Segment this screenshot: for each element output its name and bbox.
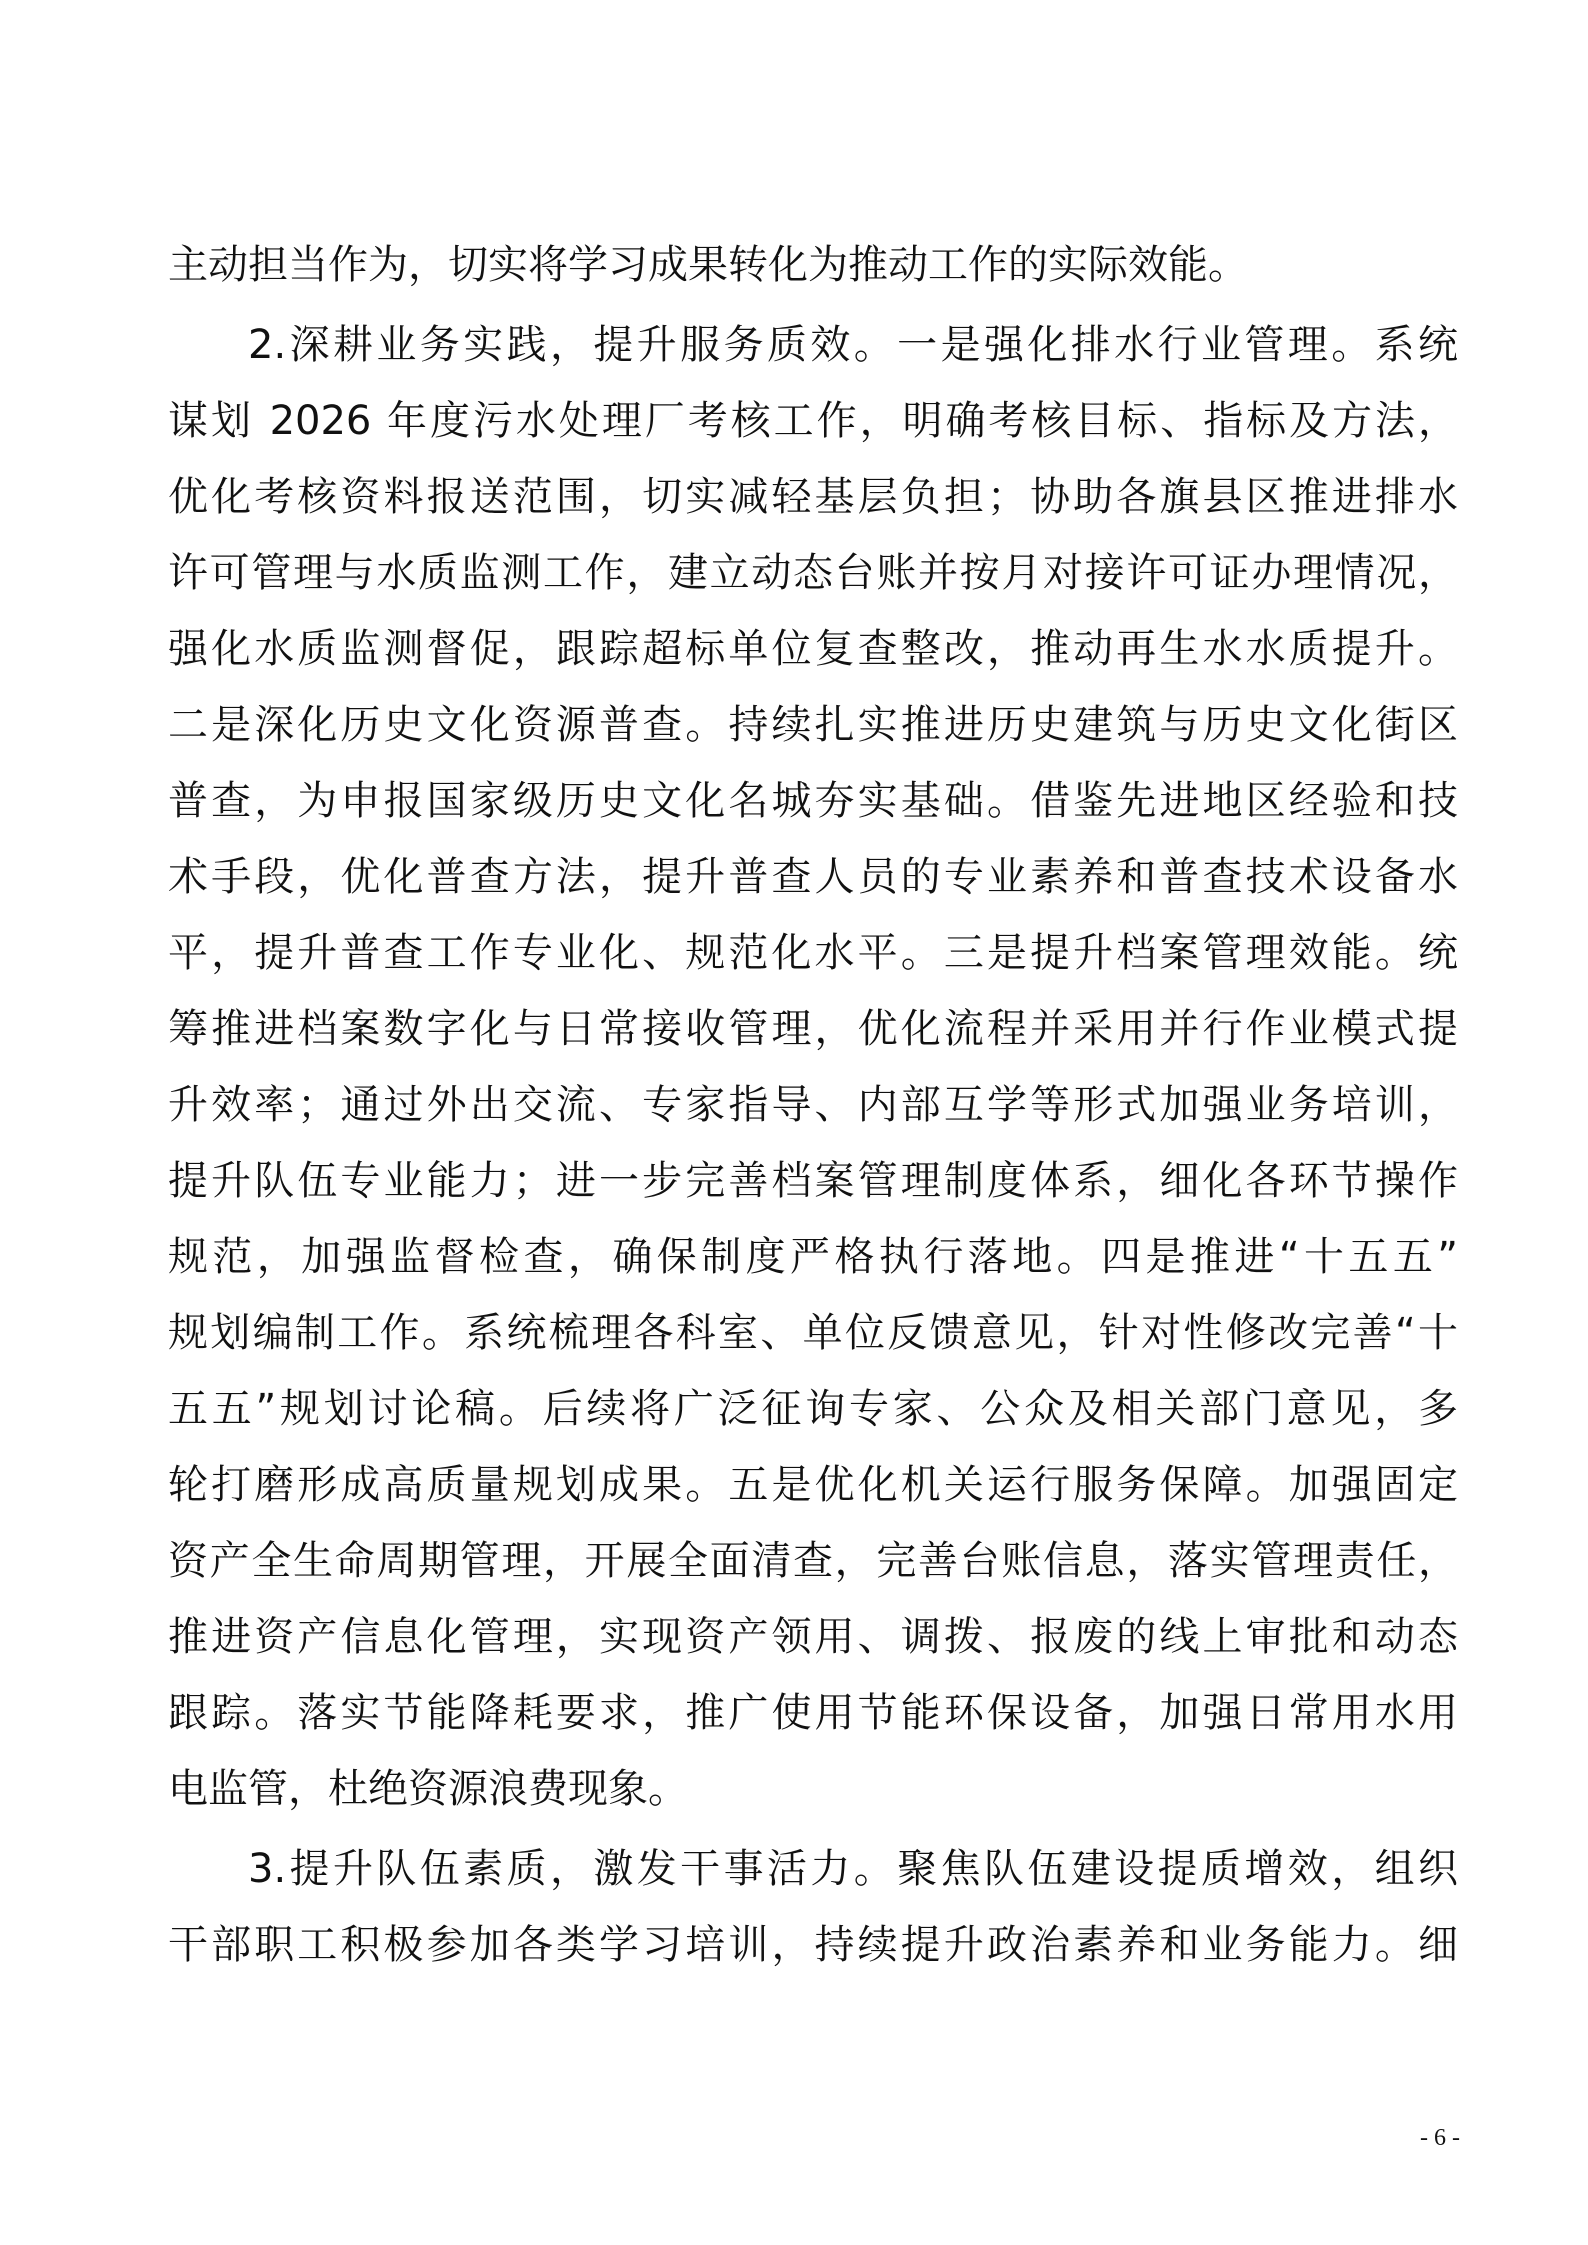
body-text-line: 跟踪。落实节能降耗要求，推广使用节能环保设备，加强日常用水用 [168, 1690, 1458, 1736]
body-text-line: 优化考核资料报送范围，切实减轻基层负担；协助各旗县区推进排水 [168, 474, 1458, 520]
body-text-line: 许可管理与水质监测工作，建立动态台账并按月对接许可证办理情况， [168, 550, 1458, 596]
body-text-line: 电监管，杜绝资源浪费现象。 [168, 1766, 688, 1812]
body-text-line: 规划编制工作。系统梳理各科室、单位反馈意见，针对性修改完善“十 [168, 1310, 1458, 1356]
body-text-line: 资产全生命周期管理，开展全面清查，完善台账信息，落实管理责任， [168, 1538, 1458, 1584]
body-text-line: 干部职工积极参加各类学习培训，持续提升政治素养和业务能力。细 [168, 1922, 1458, 1968]
body-text-line: 推进资产信息化管理，实现资产领用、调拨、报废的线上审批和动态 [168, 1614, 1458, 1660]
body-text-line: 平，提升普查工作专业化、规范化水平。三是提升档案管理效能。统 [168, 930, 1458, 976]
body-text-line: 轮打磨形成高质量规划成果。五是优化机关运行服务保障。加强固定 [168, 1462, 1458, 1508]
body-text-line: 筹推进档案数字化与日常接收管理，优化流程并采用并行作业模式提 [168, 1006, 1458, 1052]
body-text-line: 五五”规划讨论稿。后续将广泛征询专家、公众及相关部门意见，多 [168, 1386, 1458, 1432]
body-text-line: 强化水质监测督促，跟踪超标单位复查整改，推动再生水水质提升。 [168, 626, 1458, 672]
body-text-line: 规范，加强监督检查，确保制度严格执行落地。四是推进“十五五” [168, 1234, 1458, 1280]
page-number: - 6 - [1420, 2125, 1460, 2151]
body-text-line: 普查，为申报国家级历史文化名城夯实基础。借鉴先进地区经验和技 [168, 778, 1458, 824]
body-text-line: 提升队伍专业能力；进一步完善档案管理制度体系，细化各环节操作 [168, 1158, 1458, 1204]
paragraph-3-first-line: 3.提升队伍素质，激发干事活力。聚焦队伍建设提质增效，组织 [248, 1846, 1458, 1892]
body-text-line: 术手段，优化普查方法，提升普查人员的专业素养和普查技术设备水 [168, 854, 1458, 900]
body-text-line: 主动担当作为，切实将学习成果转化为推动工作的实际效能。 [168, 242, 1248, 288]
body-text-line: 二是深化历史文化资源普查。持续扎实推进历史建筑与历史文化街区 [168, 702, 1458, 748]
body-text-line: 谋划 2026 年度污水处理厂考核工作，明确考核目标、指标及方法， [168, 398, 1458, 444]
paragraph-2-first-line: 2.深耕业务实践，提升服务质效。一是强化排水行业管理。系统 [248, 322, 1458, 368]
body-text-line: 升效率；通过外出交流、专家指导、内部互学等形式加强业务培训， [168, 1082, 1458, 1128]
